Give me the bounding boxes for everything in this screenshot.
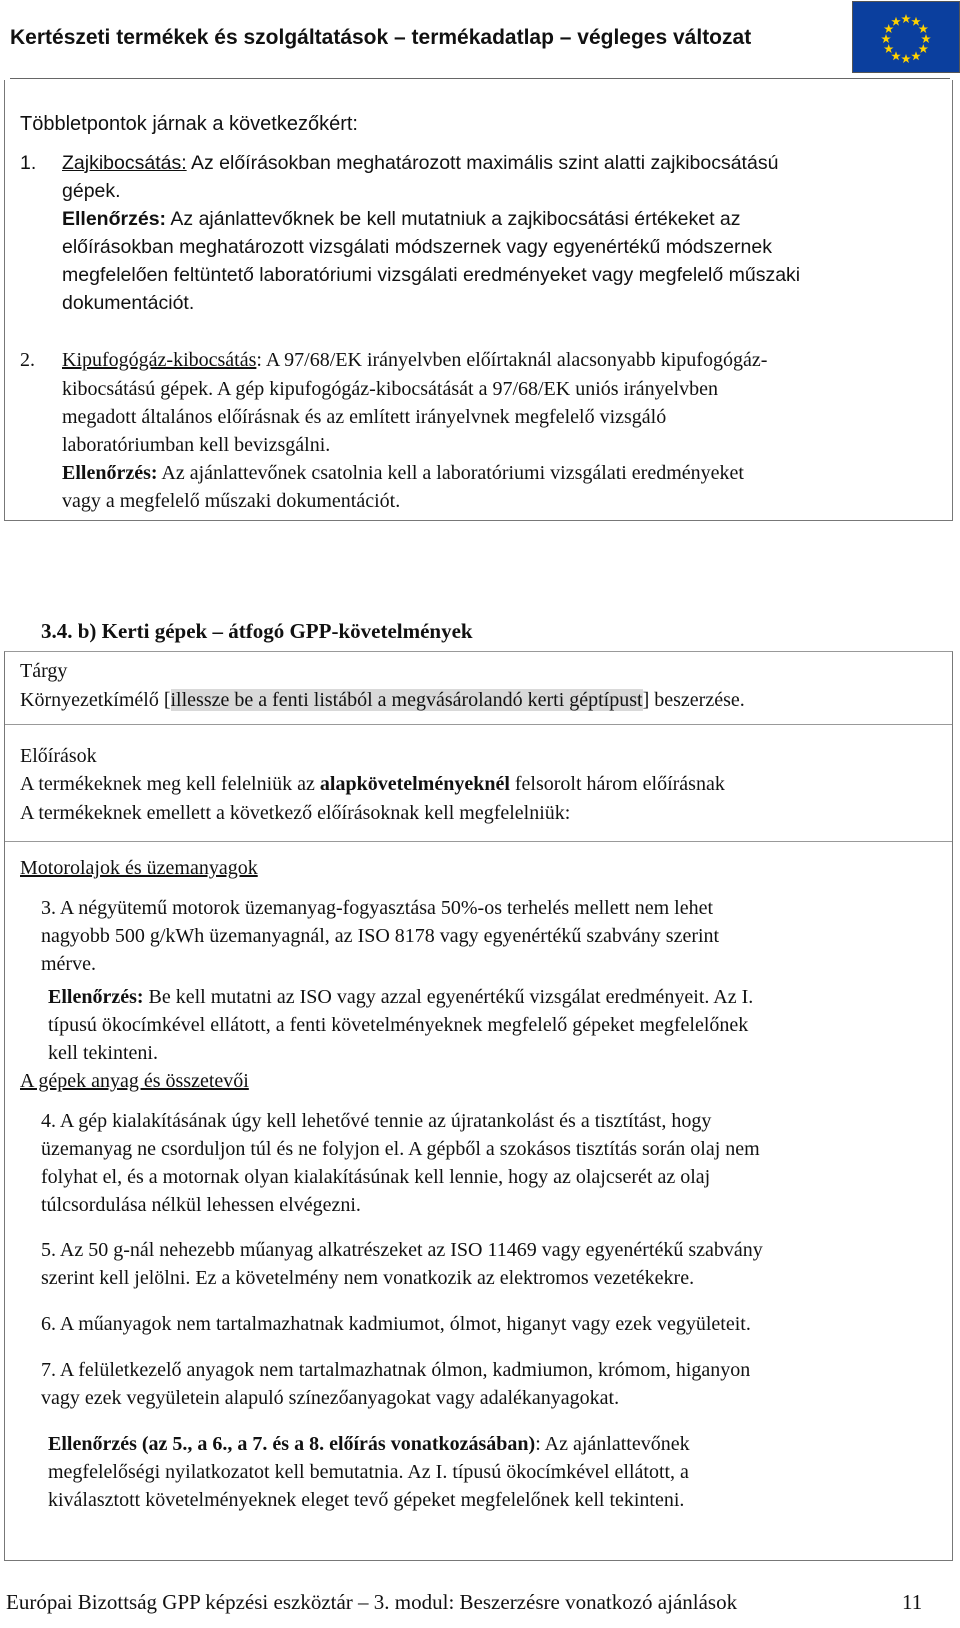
- item3-verify-line3: kell tekinteni.: [48, 1042, 158, 1064]
- item1-verify-line2: előírásokban meghatározott vizsgálati módszernek vagy egyenértékű módszernek: [62, 236, 772, 258]
- item2-line2: kibocsátású gépek. A gép kipufogógáz-kibocsátását a 97/68/EK uniós irányelvben: [62, 378, 718, 400]
- item1-verify-line1: Ellenőrzés: Az ajánlattevőknek be kell mutatniuk a zajkibocsátási értékeket az: [62, 208, 741, 230]
- page-footer: Európai Bizottság GPP képzési eszköztár – 3. modul: Beszerzésre vonatkozó ajánlások: [6, 1590, 738, 1614]
- item2-title: Kipufogógáz-kibocsátás: [62, 349, 257, 371]
- item1-number: 1.: [20, 152, 37, 174]
- subject-placeholder: illessze be a fenti listából a megvásárolandó kerti géptípust: [170, 689, 643, 711]
- item1-verify-label: Ellenőrzés:: [62, 208, 167, 230]
- subject-label: Tárgy: [20, 660, 68, 682]
- materials-heading: A gépek anyag és összetevői: [20, 1070, 249, 1092]
- item3-line3: mérve.: [41, 953, 96, 975]
- header-divider: [10, 78, 950, 79]
- page-number: 11: [902, 1590, 923, 1614]
- item1-line1: Zajkibocsátás: Az előírásokban meghatározott maximális szint alatti zajkibocsátású: [62, 152, 779, 174]
- award-criteria-intro: Többletpontok járnak a következőkért:: [20, 113, 358, 135]
- eu-flag-logo: [852, 1, 960, 73]
- motor-oils-heading: Motorolajok és üzemanyagok: [20, 857, 258, 879]
- table-row-divider: [5, 841, 952, 842]
- eu-stars-icon: [853, 2, 959, 72]
- section-title: 3.4. b) Kerti gépek – átfogó GPP-követelmények: [41, 619, 473, 643]
- item4-line3: folyhat el, és a motornak olyan kialakításúnak kell lennie, hogy az olajcserét az olaj: [41, 1166, 711, 1188]
- item1-title: Zajkibocsátás:: [62, 152, 187, 174]
- item2-line4: laboratóriumban kell bevizsgálni.: [62, 434, 331, 456]
- final-verify-line1: Ellenőrzés (az 5., a 6., a 7. és a 8. előírás vonatkozásában): Az ajánlattevőnek: [48, 1433, 690, 1455]
- item3-verify-line2: típusú ökocímkével ellátott, a fenti követelményeknek megfelelő gépeket megfelelőnek: [48, 1014, 749, 1036]
- document-header-title: Kertészeti termékek és szolgáltatások – termékadatlap – végleges változat: [10, 26, 752, 49]
- item7-line2: vagy ezek vegyületein alapuló színezőanyagokat vagy adalékanyagokat.: [41, 1387, 620, 1409]
- item1-line2: gépek.: [62, 180, 121, 202]
- item1-verify-line4: dokumentációt.: [62, 292, 195, 314]
- item2-verify-line2: vagy a megfelelő műszaki dokumentációt.: [62, 490, 401, 512]
- requirements-label: Előírások: [20, 745, 97, 767]
- subject-text: Környezetkímélő [illessze be a fenti listából a megvásárolandó kerti géptípust] beszerzése.: [20, 689, 745, 711]
- item4-line4: túlcsordulása nélkül lehessen elvégezni.: [41, 1194, 361, 1216]
- requirements-line1: A termékeknek meg kell felelniük az alapkövetelményeknél felsorolt három előírásnak: [20, 773, 725, 795]
- requirements-line2: A termékeknek emellett a következő előírásoknak kell megfelelniük:: [20, 802, 571, 824]
- item2-line3: megadott általános előírásnak és az említett irányelvnek megfelelő vizsgáló: [62, 406, 667, 428]
- item3-line2: nagyobb 500 g/kWh üzemanyagnál, az ISO 8178 vagy egyenértékű szabvány szerint: [41, 925, 720, 947]
- item5-line1: 5. Az 50 g-nál nehezebb műanyag alkatrészeket az ISO 11469 vagy egyenértékű szabvány: [41, 1239, 763, 1261]
- item2-number: 2.: [20, 349, 35, 371]
- item4-line2: üzemanyag ne csorduljon túl és ne folyjon el. A gépből a szokásos tisztítás során olaj nem: [41, 1138, 760, 1160]
- item5-line2: szerint kell jelölni. Ez a követelmény nem vonatkozik az elektromos vezetékekre.: [41, 1267, 695, 1289]
- item2-verify-label: Ellenőrzés:: [62, 462, 158, 484]
- final-verify-line2: megfelelőségi nyilatkozatot kell bemutatnia. Az I. típusú ökocímkével ellátott, a: [48, 1461, 689, 1483]
- item3-line1: 3. A négyütemű motorok üzemanyag-fogyasztása 50%-os terhelés mellett nem lehet: [41, 897, 714, 919]
- item1-verify-line3: megfelelően feltüntető laboratóriumi vizsgálati eredményeket vagy megfelelő műszaki: [62, 264, 801, 286]
- item6-line1: 6. A műanyagok nem tartalmazhatnak kadmiumot, ólmot, higanyt vagy ezek vegyületeit.: [41, 1313, 751, 1335]
- item4-line1: 4. A gép kialakításának úgy kell lehetővé tennie az újratankolást és a tisztítást, hogy: [41, 1110, 712, 1132]
- item7-line1: 7. A felületkezelő anyagok nem tartalmazhatnak ólmon, kadmiumon, krómom, higanyon: [41, 1359, 751, 1381]
- final-verify-line3: kiválasztott követelményeknek eleget tevő gépeket megfelelőnek kell tekinteni.: [48, 1489, 685, 1511]
- table-row-divider: [5, 724, 952, 725]
- item3-verify-line1: Ellenőrzés: Be kell mutatni az ISO vagy azzal egyenértékű vizsgálat eredményeit. Az I.: [48, 986, 754, 1008]
- item2-verify-line1: Ellenőrzés: Az ajánlattevőnek csatolnia kell a laboratóriumi vizsgálati eredményeket: [62, 462, 744, 484]
- item2-line1: Kipufogógáz-kibocsátás: A 97/68/EK irányelvben előírtaknál alacsonyabb kipufogógáz-: [62, 349, 768, 371]
